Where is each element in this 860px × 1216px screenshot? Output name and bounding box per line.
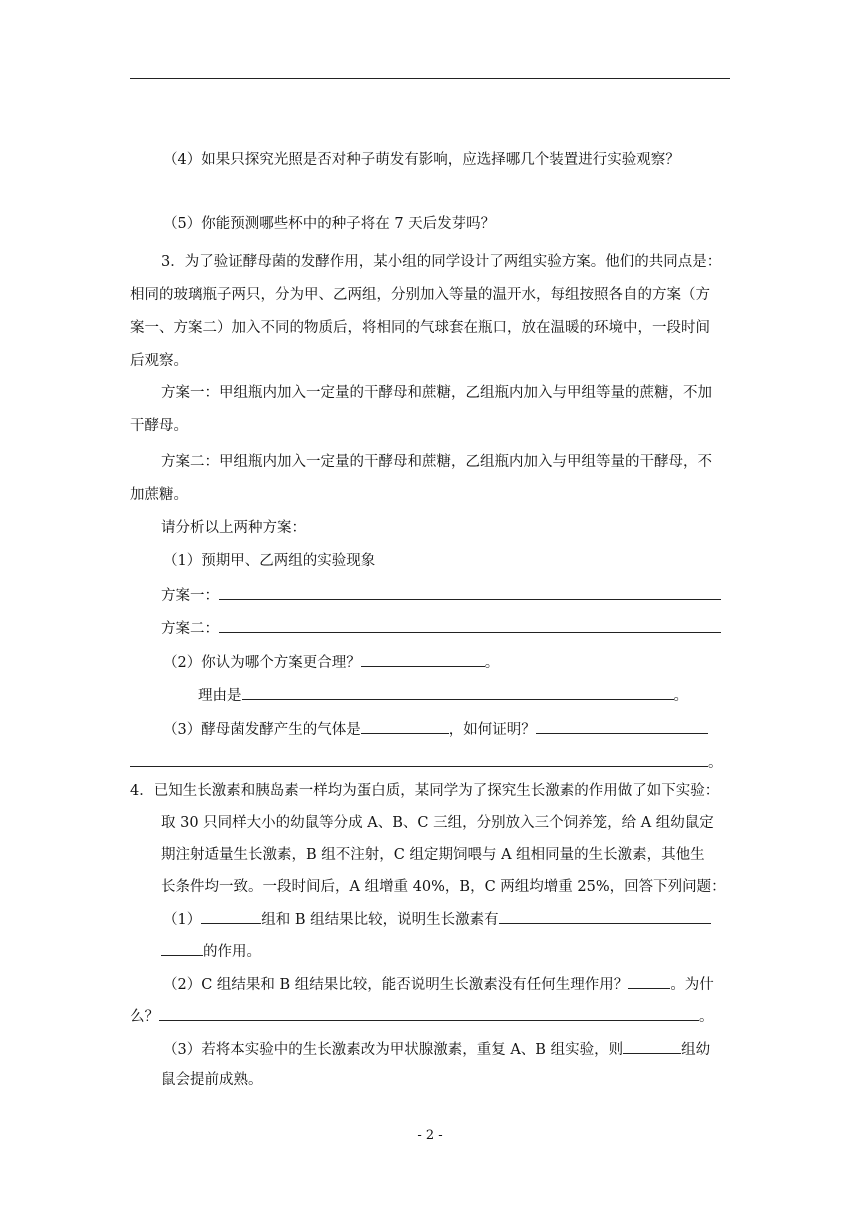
page-number: - 2 - <box>417 1128 443 1143</box>
q4-group-blank[interactable] <box>201 908 261 924</box>
q4-sub3-c: 鼠会提前成熟。 <box>161 1072 263 1088</box>
q3-reason-blank[interactable] <box>242 684 674 700</box>
header-rule <box>130 78 730 79</box>
q4-yesno-blank[interactable] <box>628 973 670 989</box>
q3-reason-label: 理由是 <box>198 688 242 704</box>
q4-sub3-blank[interactable] <box>623 1038 681 1054</box>
q3-sub3-end: 。 <box>708 755 723 771</box>
q3-sub3-cont-row <box>130 751 723 773</box>
q3-reason-end: 。 <box>673 688 688 704</box>
q4-line1: 4．已知生长激素和胰岛素一样均为蛋白质，某同学为了探究生长激素的作用做了如下实验： <box>130 783 720 799</box>
q3-line1: 3．为了验证酵母菌的发酵作用，某小组的同学设计了两组实验方案。他们的共同点是： <box>161 254 722 270</box>
q2-sub5: （5）你能预测哪些杯中的种子将在 7 天后发芽吗？ <box>163 216 496 232</box>
q4-sub3-a: （3）若将本实验中的生长激素改为甲状腺激素，重复 A、B 组实验，则 <box>163 1042 624 1058</box>
q4-sub2-c: 么？ <box>130 1009 159 1025</box>
q4-sub1-a: （1） <box>163 912 202 928</box>
q4-effect-blank-cont[interactable] <box>161 940 203 956</box>
q4-sub2-end: 。 <box>699 1009 714 1025</box>
q3-line3: 案一、方案二）加入不同的物质后，将相同的气球套在瓶口，放在温暖的环境中，一段时间 <box>130 320 710 336</box>
q3-proof-blank-cont[interactable] <box>130 751 708 767</box>
q3-sub3-row <box>163 718 708 740</box>
q3-sub2-row <box>163 651 499 673</box>
q3-plan2-a: 方案二：甲组瓶内加入一定量的干酵母和蔗糖，乙组瓶内加入与甲组等量的干酵母，不 <box>161 454 712 470</box>
q3-plan1-blank[interactable] <box>219 584 721 600</box>
q3-sub1: （1）预期甲、乙两组的实验现象 <box>163 553 376 569</box>
q3-plan2-answer-row <box>161 617 721 639</box>
q3-sub2-blank[interactable] <box>361 651 485 667</box>
q3-sub3-mid: ，如何证明？ <box>448 722 536 738</box>
q3-proof-blank[interactable] <box>536 718 708 734</box>
q3-plan1-answer-row <box>161 584 721 606</box>
q4-line4: 长条件均一致。一段时间后，A 组增重 40%，B，C 两组均增重 25%，回答下列问题： <box>161 879 726 895</box>
q3-reason-row <box>198 684 688 706</box>
q4-sub2-b: 。为什 <box>670 977 714 993</box>
q4-sub2-cont-row <box>130 1005 714 1027</box>
q3-plan2-label: 方案二： <box>161 621 219 637</box>
q3-line2: 相同的玻璃瓶子两只，分为甲、乙两组，分别加入等量的温开水，每组按照各自的方案（方 <box>130 287 710 303</box>
q3-analyze: 请分析以上两种方案： <box>161 520 306 536</box>
q4-line3: 期注射适量生长激素，B 组不注射，C 组定期饲喂与 A 组相同量的生长激素，其他生 <box>161 847 705 863</box>
q4-sub2-row <box>163 973 714 995</box>
q4-sub3-b: 组幼 <box>681 1042 711 1058</box>
q3-line4: 后观察。 <box>130 353 188 369</box>
q4-line2: 取 30 只同样大小的幼鼠等分成 A、B、C 三组，分别放入三个饲养笼，给 A 组幼鼠定 <box>161 815 714 831</box>
q3-plan2-b: 加蔗糖。 <box>130 487 188 503</box>
q3-plan1-label: 方案一： <box>161 588 219 604</box>
q4-sub1-cont-row <box>161 940 261 962</box>
q3-plan2-blank[interactable] <box>219 617 721 633</box>
q3-gas-blank[interactable] <box>361 718 449 734</box>
q3-plan1-b: 干酵母。 <box>130 418 188 434</box>
q3-plan1-a: 方案一：甲组瓶内加入一定量的干酵母和蔗糖，乙组瓶内加入与甲组等量的蔗糖，不加 <box>161 385 712 401</box>
q3-sub3-text: （3）酵母菌发酵产生的气体是 <box>163 722 361 738</box>
q4-sub1-b: 组和 B 组结果比较，说明生长激素有 <box>261 912 499 928</box>
q4-sub1-row <box>163 908 711 930</box>
q4-effect-blank[interactable] <box>499 908 711 924</box>
q3-sub2-text: （2）你认为哪个方案更合理？ <box>163 655 361 671</box>
q4-sub1-c: 的作用。 <box>203 944 261 960</box>
q3-sub2-end: 。 <box>484 655 500 671</box>
q4-sub2-a: （2）C 组结果和 B 组结果比较，能否说明生长激素没有任何生理作用？ <box>163 977 629 993</box>
q4-sub3-row <box>163 1038 710 1060</box>
q4-why-blank[interactable] <box>159 1005 699 1021</box>
q2-sub4: （4）如果只探究光照是否对种子萌发有影响，应选择哪几个装置进行实验观察？ <box>163 152 680 168</box>
